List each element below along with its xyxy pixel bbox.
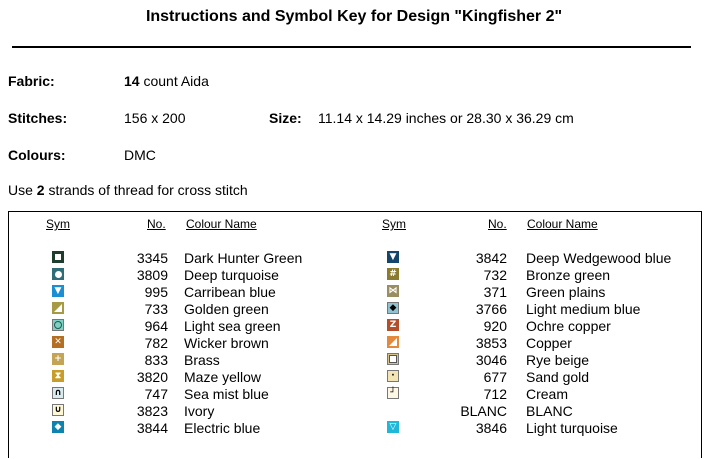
corner-triangle-icon — [52, 302, 64, 314]
fabric-count: 14 — [124, 73, 140, 89]
colour-name: Light medium blue — [526, 301, 641, 317]
colour-name: Brass — [184, 352, 220, 368]
symbol-glyph: ▼ — [54, 286, 62, 296]
blank-symbol — [387, 404, 399, 416]
symbol-glyph: ∪ — [54, 405, 62, 415]
corner-triangle-icon — [387, 336, 399, 348]
hash-icon — [387, 268, 399, 280]
colours-value: DMC — [124, 147, 156, 163]
symbol-glyph: ◆ — [389, 303, 397, 313]
colour-number: 733 — [144, 301, 168, 317]
colour-name: BLANC — [526, 403, 573, 419]
colour-number: 371 — [483, 284, 507, 300]
colour-number: 3766 — [475, 301, 507, 317]
colour-name: Electric blue — [184, 420, 261, 436]
colour-number: 3842 — [475, 250, 507, 266]
colour-name: Sea mist blue — [184, 386, 269, 402]
square-outline-icon — [52, 251, 64, 263]
colour-number: 3820 — [136, 369, 168, 385]
colour-name: Light sea green — [184, 318, 281, 334]
colour-name: Cream — [526, 386, 569, 402]
colour-number: 712 — [483, 386, 507, 402]
symbol-glyph: # — [389, 269, 397, 279]
colour-number: 677 — [483, 369, 507, 385]
header-name-left: Colour Name — [186, 217, 257, 231]
diamond-icon — [52, 421, 64, 433]
symbol-glyph: ▽ — [389, 422, 397, 432]
header-name-right: Colour Name — [527, 217, 598, 231]
colour-name: Light turquoise — [526, 420, 618, 436]
colour-number: 747 — [144, 386, 168, 402]
size-value: 11.14 x 14.29 inches or 28.30 x 36.29 cm — [318, 110, 574, 126]
colour-number: 732 — [483, 267, 507, 283]
header-no-left: No. — [147, 217, 166, 231]
note-suffix: strands of thread for cross stitch — [44, 182, 248, 198]
colour-name: Copper — [526, 335, 572, 351]
arch-icon — [52, 387, 64, 399]
stitches-value: 156 x 200 — [124, 110, 186, 126]
colour-number: BLANC — [460, 403, 507, 419]
symbol-glyph: + — [54, 354, 62, 364]
plus-icon — [52, 353, 64, 365]
strand-count: 2 — [36, 182, 45, 198]
strands-note — [8, 182, 248, 198]
symbol-glyph: ▼ — [389, 252, 397, 262]
symbol-glyph: ∩ — [54, 388, 62, 398]
colour-name: Sand gold — [526, 369, 590, 385]
colour-number: 3809 — [136, 267, 168, 283]
colour-name: Bronze green — [526, 267, 611, 283]
colour-number: 3823 — [136, 403, 168, 419]
colour-number: 3844 — [136, 420, 168, 436]
symbol-glyph: · — [391, 371, 395, 381]
ring-icon — [52, 319, 64, 331]
symbol-glyph: ⋈ — [388, 286, 398, 296]
size-label: Size: — [269, 110, 302, 126]
colour-name: Carribean blue — [184, 284, 276, 300]
fabric-value — [124, 73, 209, 89]
hourglass-icon — [52, 370, 64, 382]
note-prefix: Use — [8, 182, 37, 198]
colour-number: 833 — [144, 352, 168, 368]
colour-number: 964 — [144, 318, 168, 334]
colour-name: Rye beige — [526, 352, 590, 368]
header-no-right: No. — [488, 217, 507, 231]
colour-name: Maze yellow — [184, 369, 262, 385]
colour-name: Deep turquoise — [184, 267, 279, 283]
letter-z-icon — [387, 319, 399, 331]
colour-name: Golden green — [184, 301, 269, 317]
header-sym-right: Sym — [382, 217, 406, 231]
symbol-glyph: ✕ — [54, 337, 62, 347]
page-title: Instructions and Symbol Key for Design "Kingfisher 2" — [145, 8, 563, 25]
colour-number: 3046 — [475, 352, 507, 368]
colour-number: 3846 — [475, 420, 507, 436]
colour-number: 3853 — [475, 335, 507, 351]
triangle-down-outline-icon — [387, 421, 399, 433]
colour-name: Deep Wedgewood blue — [526, 250, 672, 266]
colour-name: Dark Hunter Green — [184, 250, 303, 266]
bowtie-icon — [387, 285, 399, 297]
colours-label: Colours: — [8, 147, 66, 163]
symbol-glyph: ◆ — [54, 422, 62, 432]
corner-bracket-icon — [387, 387, 399, 399]
dot-icon — [387, 370, 399, 382]
fabric-label: Fabric: — [8, 73, 55, 89]
circle-icon — [52, 268, 64, 280]
diamond-icon — [387, 302, 399, 314]
colour-name: Ochre copper — [526, 318, 611, 334]
symbol-glyph: ┘ — [390, 388, 396, 398]
square-outline-icon — [387, 353, 399, 365]
colour-number: 782 — [144, 335, 168, 351]
header-sym-left: Sym — [46, 217, 70, 231]
symbol-glyph: Z — [389, 320, 397, 330]
colour-name: Ivory — [184, 403, 215, 419]
colour-name: Wicker brown — [184, 335, 269, 351]
fabric-type: count Aida — [139, 73, 209, 89]
colour-number: 995 — [144, 284, 168, 300]
colour-number: 920 — [483, 318, 507, 334]
colour-name: Green plains — [526, 284, 606, 300]
cross-x-icon — [52, 336, 64, 348]
stitches-label: Stitches: — [8, 110, 68, 126]
triangle-down-icon — [52, 285, 64, 297]
symbol-glyph: ⧗ — [54, 371, 62, 381]
colour-number: 3345 — [136, 250, 168, 266]
cup-icon — [52, 404, 64, 416]
triangle-down-icon — [387, 251, 399, 263]
title-divider — [12, 46, 691, 48]
